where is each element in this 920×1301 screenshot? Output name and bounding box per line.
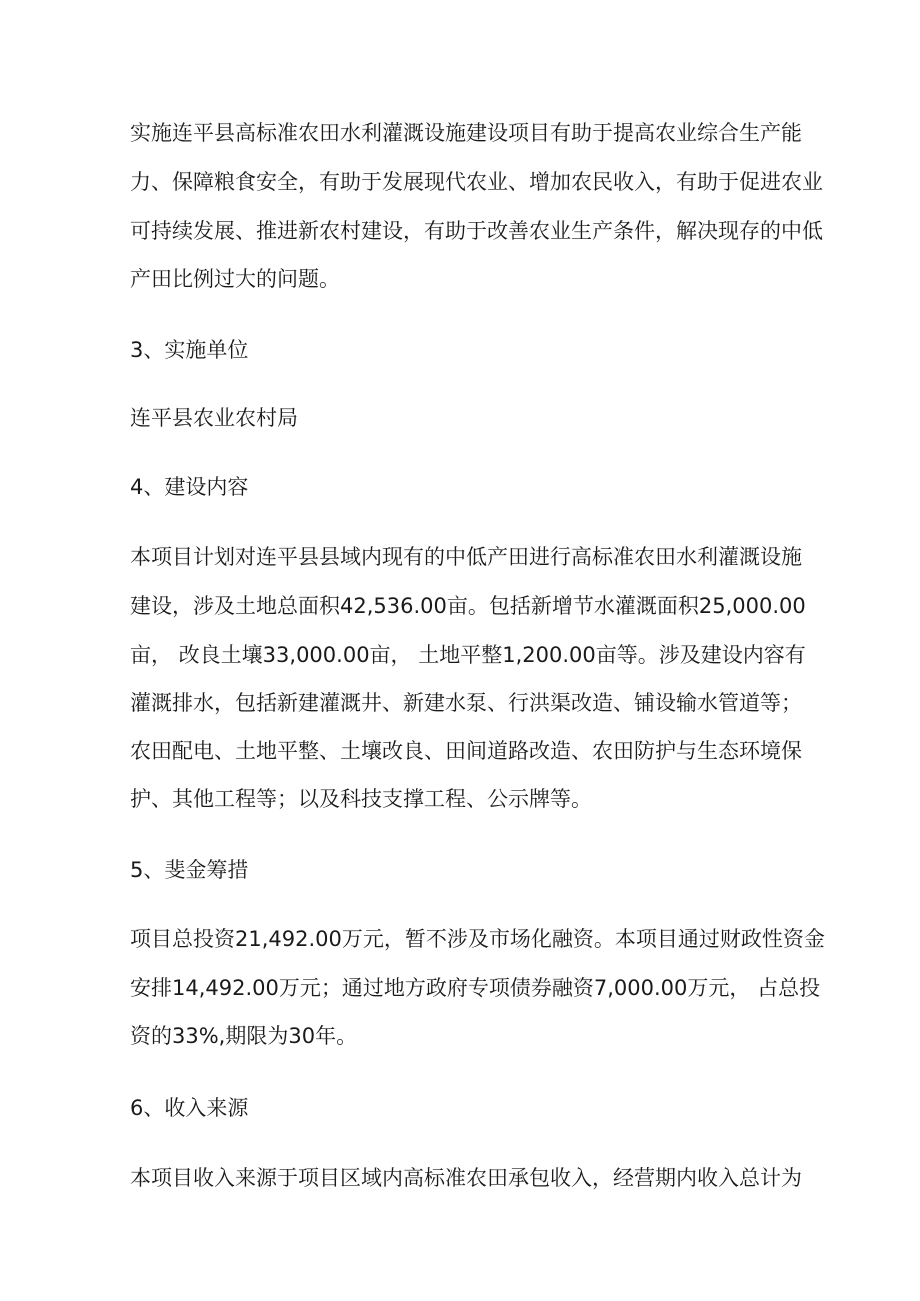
section-5-body-line: 安排14,492.00万元；通过地方政府专项债券融资7,000.00万元， 占总投: [130, 976, 821, 1000]
section-3-heading: 3、实施单位: [130, 338, 249, 362]
section-5-heading: 5、斐金筹措: [130, 858, 249, 882]
section-4-body-line: 亩， 改良土壤33,000.00亩， 土地平整1,200.00亩等。涉及建设内容有: [130, 643, 806, 667]
section-5-body-line: 资的33%,期限为30年。: [130, 1024, 358, 1048]
intro-paragraph-line: 力、保障粮食安全，有助于发展现代农业、增加农民收入，有助于促进农业: [130, 170, 823, 194]
section-4-heading: 4、建设内容: [130, 475, 249, 499]
section-6-heading: 6、收入来源: [130, 1096, 249, 1120]
intro-paragraph-line: 可持续发展、推进新农村建设，有助于改善农业生产条件，解决现存的中低: [130, 219, 823, 243]
intro-paragraph-line: 实施连平县高标准农田水利灌溉设施建设项目有助于提高农业综合生产能: [130, 121, 802, 145]
section-6-body-line: 本项目收入来源于项目区域内高标准农田承包收入，经营期内收入总计为: [130, 1166, 802, 1190]
section-4-body-line: 本项目计划对连平县县域内现有的中低产田进行高标准农田水利灌溉设施: [130, 545, 802, 569]
section-4-body-line: 农田配电、土地平整、土壤改良、田间道路改造、农田防护与生态环境保: [130, 739, 802, 763]
section-5-body-line: 项目总投资21,492.00万元，暂不涉及市场化融资。本项目通过财政性资金: [130, 927, 825, 951]
section-4-body-line: 灌溉排水，包括新建灌溉井、新建水泵、行洪渠改造、铺设输水管道等；: [130, 691, 802, 715]
section-4-body-line: 护、其他工程等；以及科技支撑工程、公示牌等。: [130, 787, 592, 811]
intro-paragraph-line: 产田比例过大的问题。: [130, 267, 340, 291]
section-4-body-line: 建设，涉及土地总面积42,536.00亩。包括新增节水灌溉面积25,000.00: [130, 594, 806, 618]
section-3-body-line: 连平县农业农村局: [130, 406, 298, 430]
